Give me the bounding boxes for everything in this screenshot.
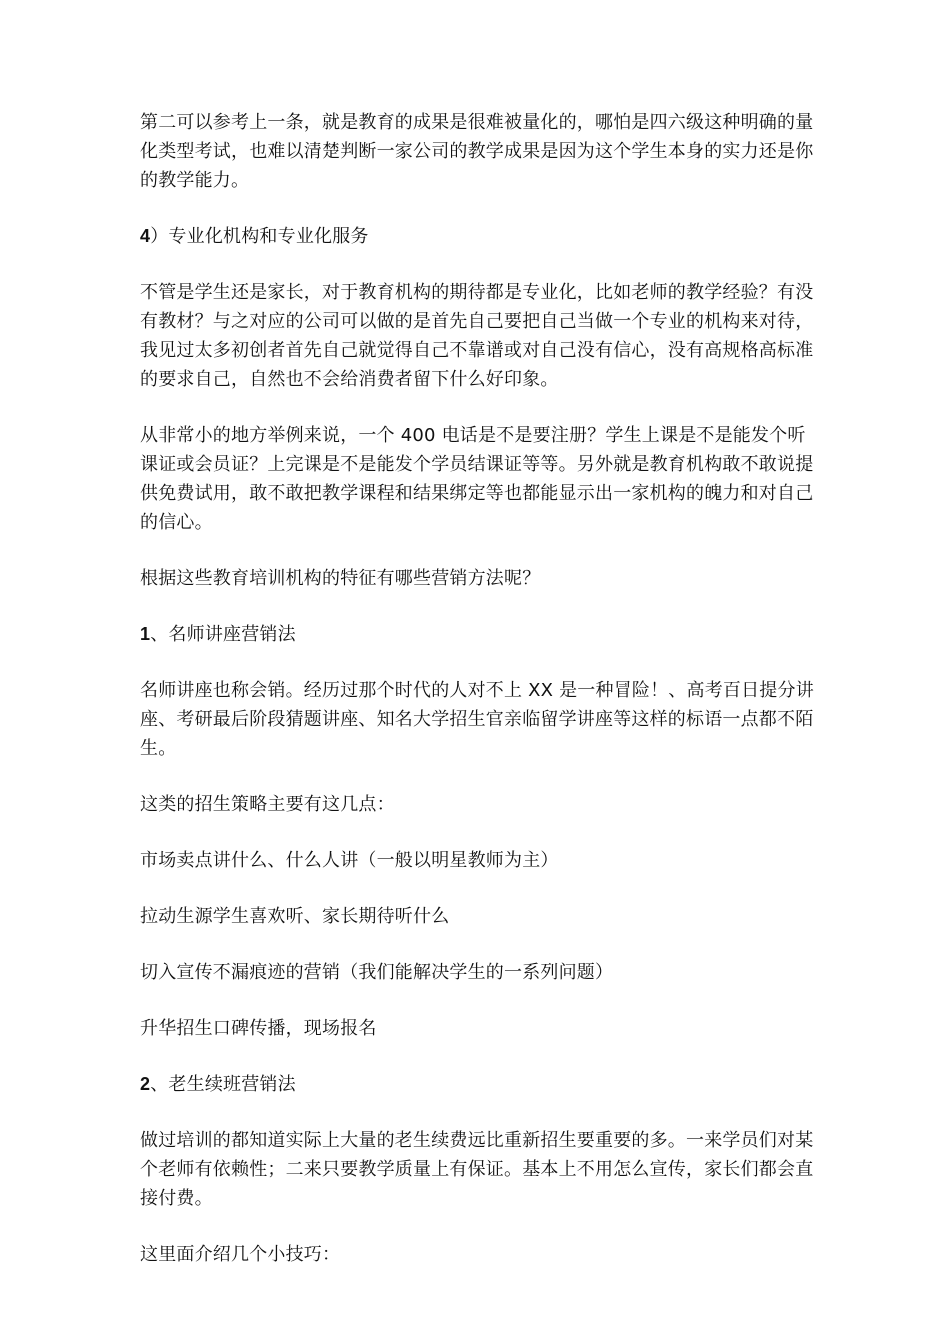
paragraph-tips-intro: 这里面介绍几个小技巧：: [140, 1244, 341, 1265]
paragraph-renewal: 做过培训的都知道实际上大量的老生续费远比重新招生要重要的多。一来学员们对某个老师有依赖性；二来只要教学质量上有保证。基本上不用怎么宣传，家长们都会直接付费。: [140, 1130, 814, 1209]
section-title: 、老生续班营销法: [150, 1074, 296, 1095]
list-item-student-source: 拉动生源学生喜欢听、家长期待听什么: [140, 906, 450, 927]
list-item-word-of-mouth: 升华招生口碑传播，现场报名: [140, 1018, 377, 1039]
section-number: 2: [140, 1074, 151, 1094]
paragraph-professional: 不管是学生还是家长，对于教育机构的期待都是专业化，比如老师的教学经验？有没有教材？与之对应的公司可以做的是首先自己要把自己当做一个专业的机构来对待，我见过太多初创者首先自己就觉得自己不靠谱或对自己没有信心，没有高规格高标准的要求自己，自然也不会给消费者留下什么好印象。: [140, 282, 814, 390]
paragraph-quantification: 第二可以参考上一条，就是教育的成果是很难被量化的，哪怕是四六级这种明确的量化类型考试，也难以清楚判断一家公司的教学成果是因为这个学生本身的实力还是你的教学能力。: [140, 112, 814, 191]
paragraph-example: 从非常小的地方举例来说，一个 400 电话是不是要注册？学生上课是不是能发个听课证或会员证？上完课是不是能发个学员结课证等等。另外就是教育机构敢不敢说提供免费试用，敢不敢把教学课程和结果绑定等也都能显示出一家机构的魄力和对自己的信心。: [140, 425, 814, 533]
paragraph-strategy-intro: 这类的招生策略主要有这几点：: [140, 794, 395, 815]
document-body: [140, 108, 820, 1296]
section-title: 、名师讲座营销法: [150, 624, 296, 645]
section-title: ）专业化机构和专业化服务: [150, 226, 369, 247]
list-item-promotion: 切入宣传不漏痕迹的营销（我们能解决学生的一系列问题）: [140, 962, 614, 983]
section-heading-4: [140, 222, 820, 251]
paragraph-question: 根据这些教育培训机构的特征有哪些营销方法呢？: [140, 568, 541, 589]
section-number: 4: [140, 226, 151, 246]
list-item-selling-point: 市场卖点讲什么、什么人讲（一般以明星教师为主）: [140, 850, 559, 871]
section-heading-1: [140, 620, 820, 649]
paragraph-lecture: 名师讲座也称会销。经历过那个时代的人对不上 XX 是一种冒险！、高考百日提分讲座、考研最后阶段猜题讲座、知名大学招生官亲临留学讲座等这样的标语一点都不陌生。: [140, 680, 814, 759]
section-heading-2: [140, 1070, 820, 1099]
section-number: 1: [140, 624, 151, 644]
